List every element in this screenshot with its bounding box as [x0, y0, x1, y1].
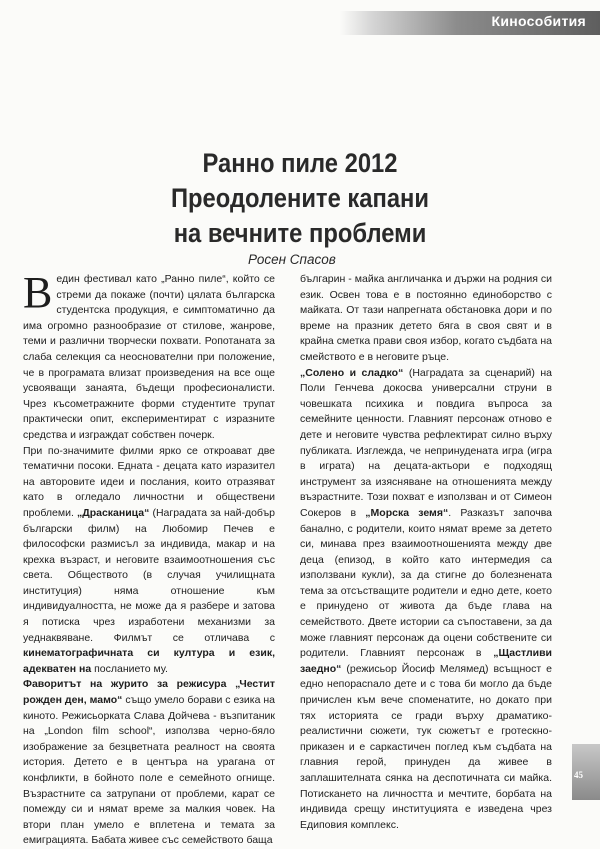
film-title: „Честит рожден ден, мамо“	[23, 678, 275, 707]
paragraph	[23, 444, 275, 678]
article-author: Росен Спасов	[248, 252, 336, 267]
film-title: „Драсканица“	[76, 506, 150, 519]
title-line-2: Преодолените капани	[170, 183, 430, 213]
emphasis-text: Фаворитът на журито за режисура	[23, 678, 236, 691]
film-title: „Солено и сладко“	[300, 366, 404, 379]
section-label: Кинособития	[491, 13, 586, 29]
emphasis-text: кинематографичната си култура и език, адекватен на	[23, 647, 275, 675]
paragraph-text: . Разказът започва банално, с родители, които нямат време за детето си, минава през взаимоотношенията между две деца (епизод, в който като интермедия са използвани кукли), за да стигне до болезнената тема за отсъстващите родители и едно дете, което е принудено от живота да бъде глава на семейството. Двете истории са съпоставени, за да може главният персонаж да оцени собствените си родители. Главният персонаж в	[300, 506, 552, 660]
title-line-3: на вечните проблеми	[173, 218, 427, 248]
paragraph	[23, 677, 275, 849]
drop-cap: В	[23, 268, 53, 317]
section-header-bar	[340, 11, 600, 35]
left-column	[23, 268, 276, 847]
film-title: „Щастливи заедно“	[300, 647, 552, 675]
film-title: „Морска земя“	[365, 506, 449, 519]
paragraph	[300, 272, 552, 366]
paragraph-text: също умело борави с езика на киното. Режисьорката Слава Дойчева - възпитаник на „London film school“, използва черно-бяло изображение за безцветната реалност на своята история. Детето е в центъра на урагана от конфликти, в бойното поле е семейното огнище. Възрастните са затрупани от проблеми, карат се помежду си и нямат време за малкия човек. На втори план умело е вплетена и темата за емиграцията. Бабата живее със семейството баща	[23, 694, 276, 847]
paragraph	[23, 268, 275, 444]
right-column	[300, 272, 552, 831]
paragraph-text: един фестивал като „Ранно пиле“, който се стреми да покаже (почти) цялата българска студентска продукция, е симптоматично да има огромно разнообразие от стилове, жанрове, теми и различни творчески похвати. Ропотаната за слаба селекция са неоснователни при положение, че в програмата влизат произведения на все още усвояващи занаята, бъдещи професионалисти. Чрез късометражните форми студентите трупат практически опит, експериментират с изразните средства и изграждат собствен почерк.	[23, 273, 275, 441]
paragraph-text: посланието му.	[91, 662, 168, 675]
paragraph-text: (Наградата за най-добър български филм) на Любомир Печев е философски размисъл за индивида, макар и на крехка възраст, и неговите взаимоотношения със света. Обществото (в случая училищната институция) няма отношение към индивидуалността, не може да я разбере и затова я потиска чрез изработени механизми за уеднаквяване. Филмът се отличава с	[23, 506, 275, 644]
paragraph-text: българин - майка англичанка и държи на родния си език. Освен това е в постоянно единоборство с майката. От тази напрегната обстановка дори и по време на празник детето бяга в своя свят и в крайна сметка прави своя избор, когато съдбата на смейството е в неговите ръце.	[300, 273, 552, 363]
paragraph-text: (режисьор Йосиф Мелямед) всъщност е едно непорасnало дете и с това би могло да бъде причислен към вече споменатите, но докато при тях историята се гради върху драматико-реалистични сюжети, тук сюжетът е гротескно-приказен и е саркастичен поглед към съдбата на главния герой, принуден да живее в заплашителната сянка на деспотичната си майка. Потискането на личността и мечтите, борбата на индивида срещу институцията е изведена чрез Едиповия комплекс.	[300, 662, 552, 831]
title-line-1: Ранно пиле 2012	[202, 148, 398, 178]
paragraph-text: (Наградата за сценарий) на Поли Генчева докосва универсални струни в човешката психика и повдига въпроса за семейните ценности. Главният персонаж отново е дете и неговите чувства рефлектират силно върху публиката. Изглежда, че непринудената игра (игра в играта) на децата-актьори е подходящ инструмент за изясняване на отношенията между възрастните. Този похват е използван и от Симеон Сокеров в	[300, 366, 552, 519]
paragraph	[300, 366, 552, 834]
page-number: 45	[574, 770, 583, 780]
article-title	[0, 146, 600, 251]
paragraph-text: При по-значимите филми ярко се откроават две тематични посоки. Едната - децата като изразител на авторовите идеи и послания, които отразяват като в огледало личностни и обществени проблеми.	[23, 444, 275, 519]
